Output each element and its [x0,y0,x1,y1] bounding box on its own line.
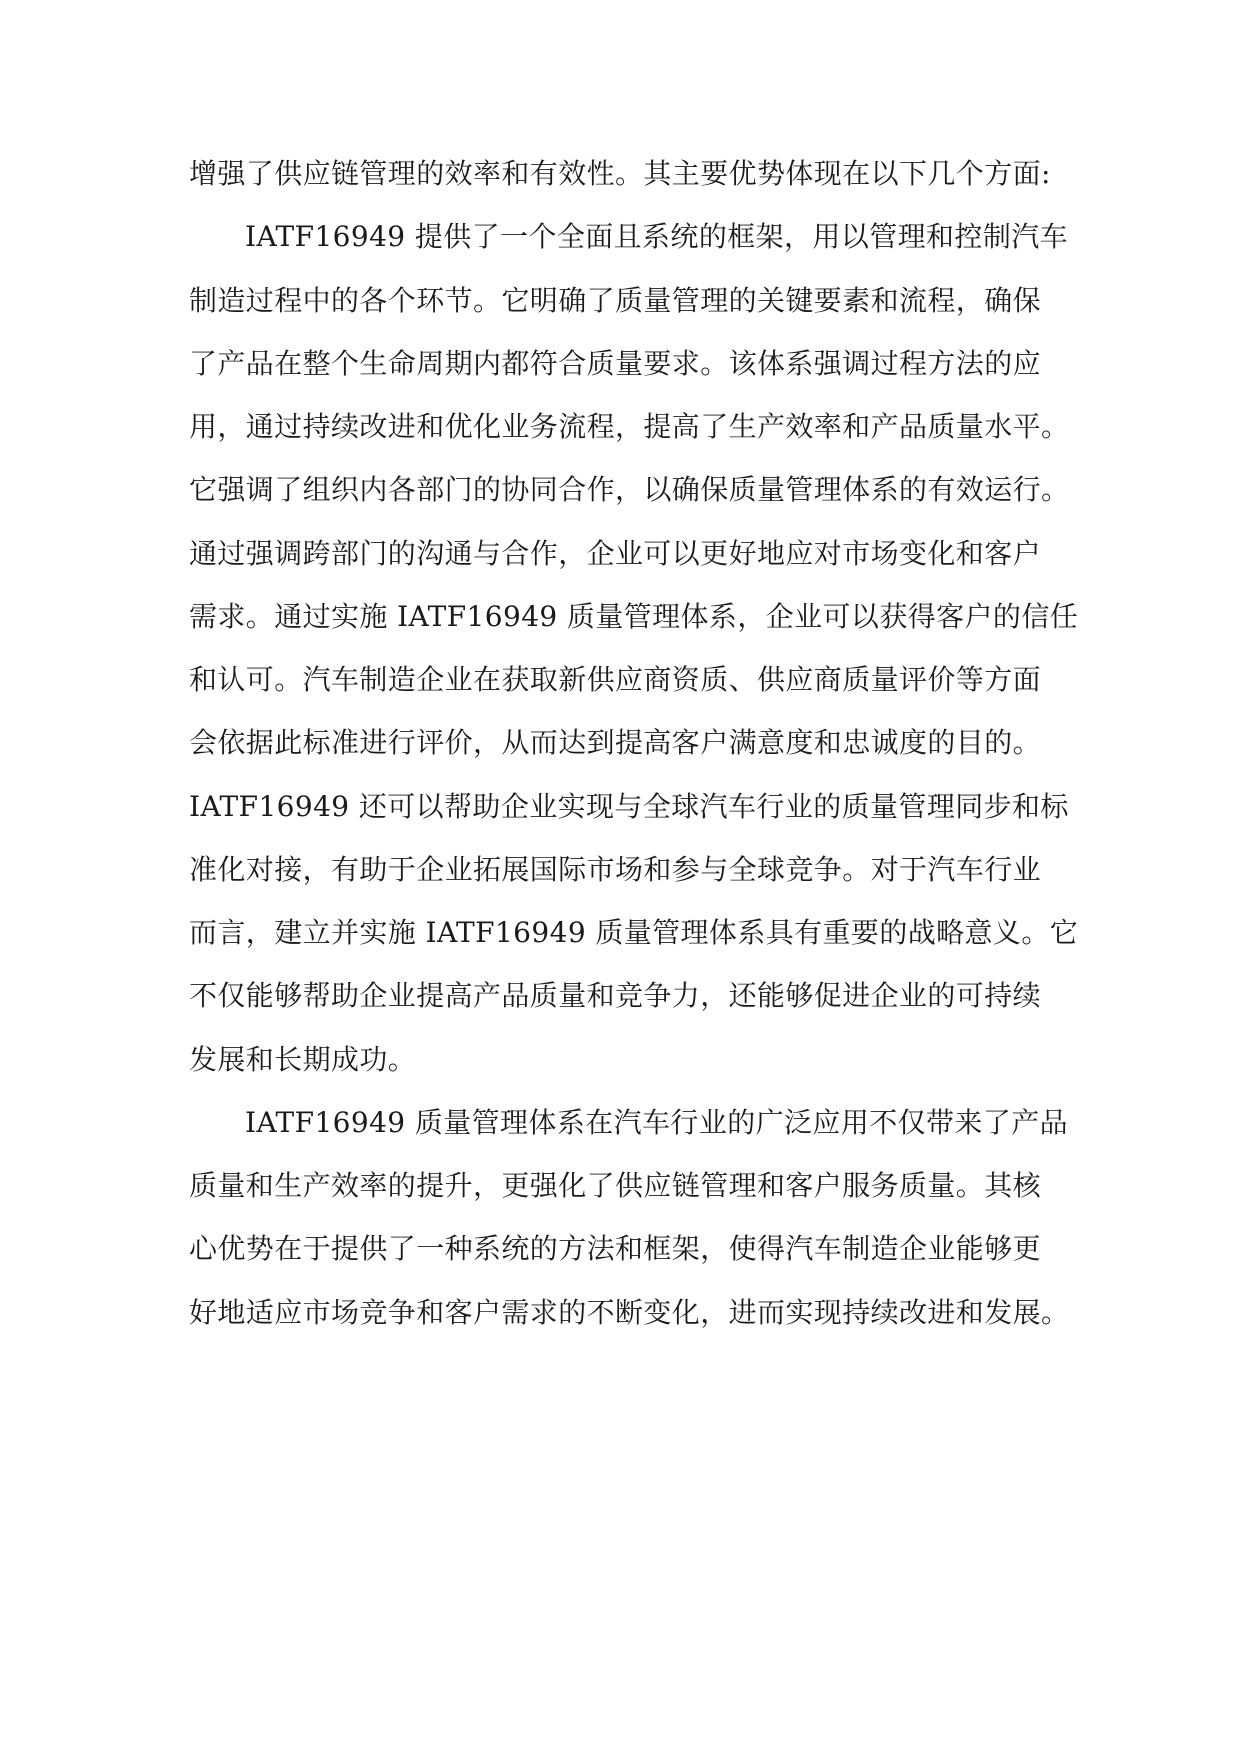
text-line: 通过强调跨部门的沟通与合作，企业可以更好地应对市场变化和客户 [189,536,1042,570]
text-line: 而言，建立并实施 IATF16949 质量管理体系具有重要的战略意义。它 [189,916,1079,949]
paragraph-start-line: IATF16949 提供了一个全面且系统的框架，用以管理和控制汽车 [245,220,1069,254]
text-line: 准化对接，有助于企业拓展国际市场和参与全球竞争。对于汽车行业 [189,852,1042,886]
text-line: 不仅能够帮助企业提高产品质量和竞争力，还能够促进企业的可持续 [189,979,1042,1013]
paragraph-start-line: IATF16949 质量管理体系在汽车行业的广泛应用不仅带来了产品 [245,1105,1069,1139]
body-text [189,142,1079,1344]
text-line: 增强了供应链管理的效率和有效性。其主要优势体现在以下几个方面: [189,157,1051,190]
text-line: 发展和长期成功。 [189,1042,417,1076]
text-line: IATF16949 还可以帮助企业实现与全球汽车行业的质量管理同步和标 [189,789,1069,823]
text-line: 它强调了组织内各部门的协同合作，以确保质量管理体系的有效运行。 [189,473,1070,507]
text-line: 和认可。汽车制造企业在获取新供应商资质、供应商质量评价等方面 [189,663,1042,696]
text-line: 用，通过持续改进和优化业务流程，提高了生产效率和产品质量水平。 [189,410,1070,443]
text-line: 会依据此标准进行评价，从而达到提高客户满意度和忠诚度的目的。 [189,726,1042,760]
text-line: 好地适应市场竞争和客户需求的不断变化，进而实现持续改进和发展。 [189,1295,1070,1329]
text-line: 了产品在整个生命周期内都符合质量要求。该体系强调过程方法的应 [189,346,1042,380]
text-line: 制造过程中的各个环节。它明确了质量管理的关键要素和流程，确保 [189,283,1042,317]
text-line: 需求。通过实施 IATF16949 质量管理体系，企业可以获得客户的信任 [189,599,1079,633]
text-line: 心优势在于提供了一种系统的方法和框架，使得汽车制造企业能够更 [189,1232,1042,1266]
text-line: 质量和生产效率的提升，更强化了供应链管理和客户服务质量。其核 [189,1169,1042,1202]
